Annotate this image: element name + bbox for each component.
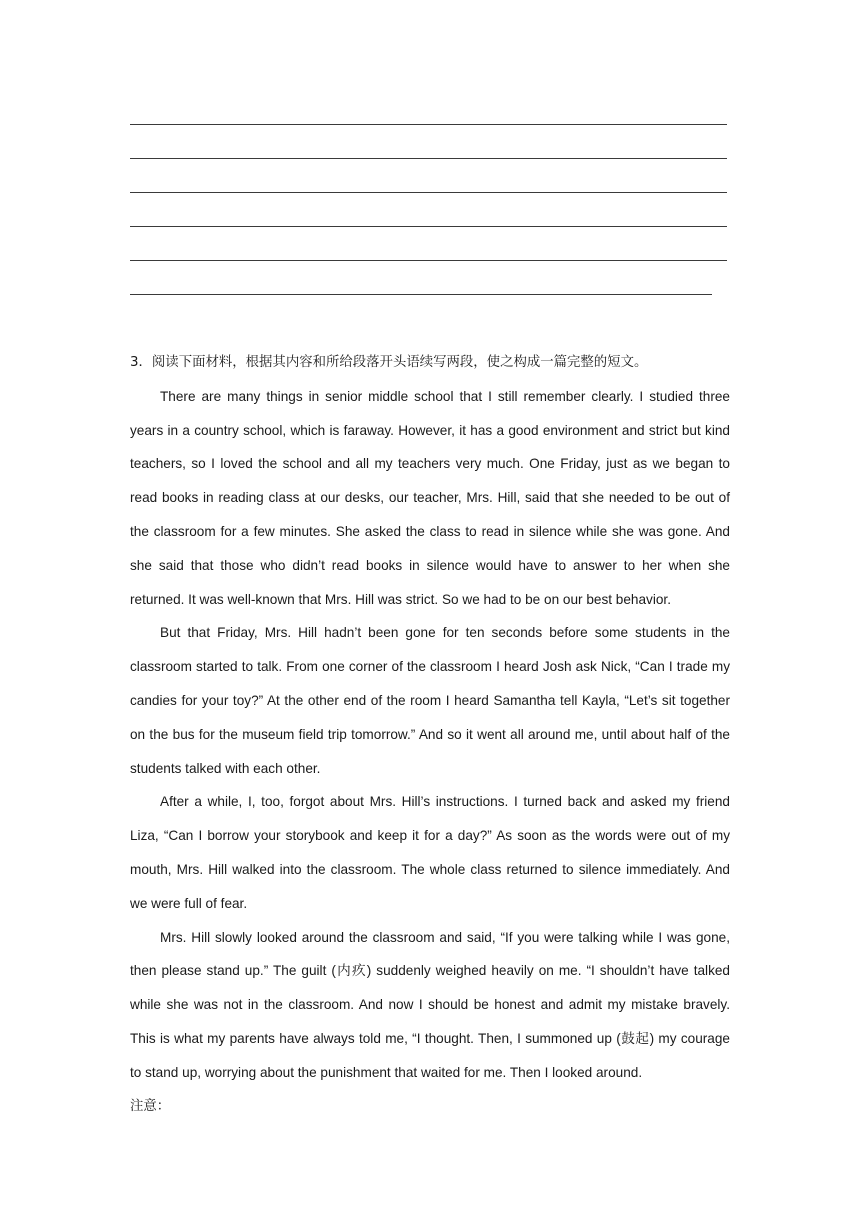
answer-line bbox=[130, 294, 712, 295]
answer-line bbox=[130, 226, 727, 227]
note-label: 注意： bbox=[130, 1098, 171, 1114]
story-paragraph-4: Mrs. Hill slowly looked around the classroom and said, “If you were talking while I was gone, then please stand up.” The guilt (内疚) suddenly weighed heavily on me. “I shouldn’t have talked while she was not in the classroom. And now I should be honest and admit my mistake bravely. This is what my parents have always told me, “I thought. Then, I summoned up (鼓起) my courage to stand up, worrying about the punishment that waited for me. Then I looked around. bbox=[130, 929, 730, 1080]
story-paragraph-1: There are many things in senior middle school that I still remember clearly. I studied three years in a country school, which is faraway. However, it has a good environment and strict but kind teachers, so I loved the school and all my teachers very much. One Friday, just as we began to read books in reading class at our desks, our teacher, Mrs. Hill, said that she needed to be out of the classroom for a few minutes. She asked the class to read in silence while she was gone. And she said that those who didn’t read books in silence would have to answer to her when she returned. It was well-known that Mrs. Hill was strict. So we had to be on our best behavior. bbox=[130, 388, 730, 607]
story-paragraph-2: But that Friday, Mrs. Hill hadn’t been gone for ten seconds before some students in the classroom started to talk. From one corner of the classroom I heard Josh ask Nick, “Can I trade my candies for your toy?” At the other end of the room I heard Samantha tell Kayla, “Let’s sit together on the bus for the museum field trip tomorrow.” And so it went all around me, until about half of the students talked with each other. bbox=[130, 625, 730, 776]
answer-line bbox=[130, 192, 727, 193]
answer-line bbox=[130, 158, 727, 159]
answer-line bbox=[130, 260, 727, 261]
answer-line bbox=[130, 124, 727, 125]
question-number: 3． bbox=[130, 355, 152, 370]
story-paragraph-3: After a while, I, too, forgot about Mrs. Hill’s instructions. I turned back and asked my friend Liza, “Can I borrow your storybook and keep it for a day?” As soon as the words were out of my mouth, Mrs. Hill walked into the classroom. The whole class returned to silence immediately. And we were full of fear. bbox=[130, 794, 730, 911]
question-instruction: 阅读下面材料，根据其内容和所给段落开头语续写两段，使之构成一篇完整的短文。 bbox=[151, 355, 648, 370]
question-header bbox=[130, 346, 730, 380]
question-3 bbox=[130, 346, 730, 1123]
